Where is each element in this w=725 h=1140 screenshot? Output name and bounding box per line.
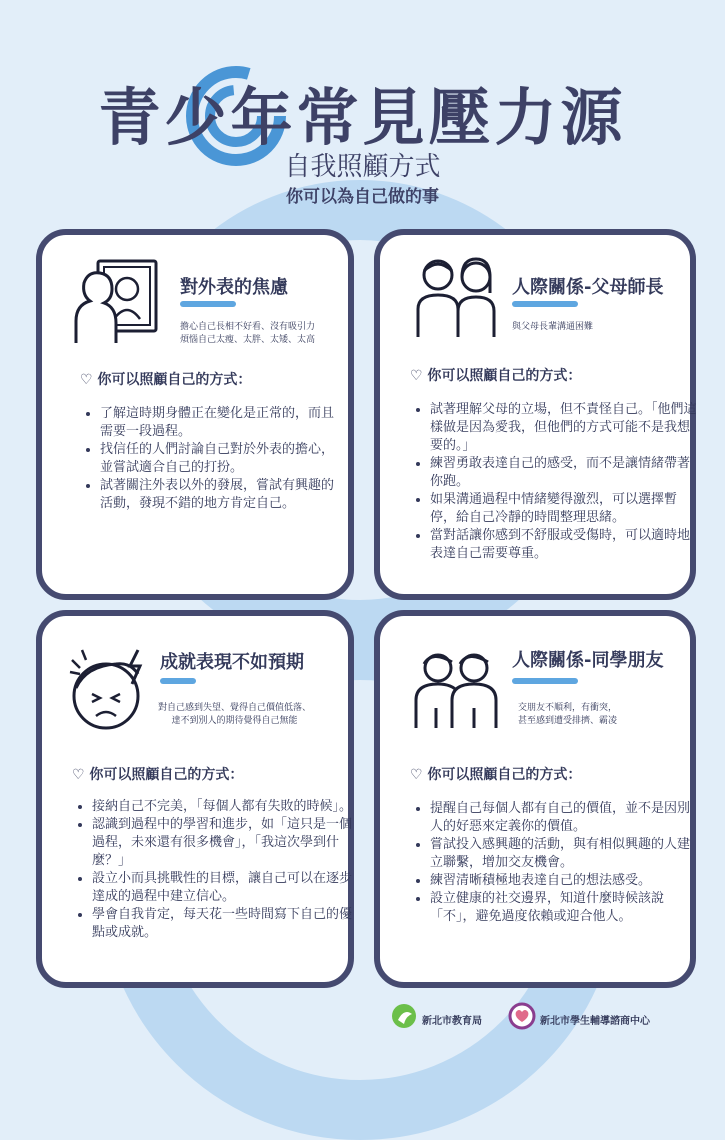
self-care-list — [72, 798, 354, 942]
education-bureau-logo-icon — [390, 1002, 418, 1030]
card-note: 對自己感到失望、覺得自己價值低落、 達不到別人的期待覺得自己無能 — [158, 703, 312, 726]
list-item: • 找信任的人們討論自己對於外表的擔心，並嘗試適合自己的打扮。 — [100, 441, 340, 477]
self-care-label: ♡ 你可以照顧自己的方式： — [72, 767, 244, 783]
counseling-center-logo-icon — [508, 1002, 536, 1030]
parents-icon — [414, 251, 504, 341]
list-item: • 練習清晰積極地表達自己的想法感受。 — [430, 872, 692, 890]
card-appearance-anxiety — [36, 229, 354, 600]
mirror-person-icon — [66, 257, 162, 347]
card-title: 對外表的焦慮 — [180, 277, 288, 298]
list-item: • 嘗試投入感興趣的活動，與有相似興趣的人建立聯繫，增加交友機會。 — [430, 836, 692, 872]
card-friends — [374, 610, 696, 988]
list-item: • 試著理解父母的立場，但不責怪自己。「他們這樣做是因為愛我，但他們的方式可能不是我想要的。」 — [430, 401, 702, 455]
page-tagline: 你可以為自己做的事 — [286, 187, 439, 207]
title-underline — [160, 678, 196, 684]
list-item: • 練習勇敢表達自己的感受，而不是讓情緒帶著你跑。 — [430, 455, 702, 491]
list-item: • 學會自我肯定，每天花一些時間寫下自己的優點或成就。 — [92, 906, 354, 942]
friends-icon — [412, 644, 502, 734]
list-item: • 設立小而具挑戰性的目標，讓自己可以在逐步達成的過程中建立信心。 — [92, 870, 354, 906]
self-care-label: ♡ 你可以照顧自己的方式： — [80, 372, 252, 388]
card-note: 交朋友不順利，有衝突， 甚至感到遭受排擠、霸凌 — [518, 703, 618, 726]
list-item: • 認識到過程中的學習和進步，如「這只是一個過程，未來還有很多機會」，「我這次學到什麼？」 — [92, 816, 354, 870]
list-item: • 如果溝通過程中情緒變得激烈，可以選擇暫停，給自己冷靜的時間整理思緒。 — [430, 491, 702, 527]
self-care-list — [410, 401, 702, 563]
title-underline — [512, 678, 578, 684]
title-underline — [180, 301, 236, 307]
card-parents-teachers — [374, 229, 696, 600]
title-underline — [512, 301, 578, 307]
page-subtitle: 自我照顧方式 — [284, 152, 441, 182]
self-care-list — [80, 405, 340, 513]
list-item: • 了解這時期身體正在變化是正常的，而且需要一段過程。 — [100, 405, 340, 441]
list-item: • 提醒自己每個人都有自己的價值，並不是因別人的好惡來定義你的價值。 — [430, 800, 692, 836]
card-note: 擔心自己長相不好看、沒有吸引力 煩惱自己太瘦、太胖、太矮、太高 — [180, 322, 316, 345]
list-item: • 試著關注外表以外的發展，嘗試有興趣的活動，發現不錯的地方肯定自己。 — [100, 477, 340, 513]
header — [0, 0, 725, 220]
card-title: 人際關係-父母師長 — [512, 277, 664, 298]
list-item: • 接納自己不完美，「每個人都有失敗的時候」。 — [92, 798, 354, 816]
card-achievement — [36, 610, 354, 988]
card-title: 人際關係-同學朋友 — [512, 650, 664, 671]
list-item: • 設立健康的社交邊界，知道什麼時候該說「不」，避免過度依賴或迎合他人。 — [430, 890, 692, 926]
page-title: 青少年常見壓力源 — [98, 81, 627, 154]
self-care-list — [410, 800, 692, 926]
self-care-label: ♡ 你可以照顧自己的方式： — [410, 767, 582, 783]
card-note: 與父母長輩溝通困難 — [512, 322, 594, 332]
list-item: • 當對話讓你感到不舒服或受傷時，可以適時地表達自己需要尊重。 — [430, 527, 702, 563]
card-title: 成就表現不如預期 — [160, 652, 304, 673]
self-care-label: ♡ 你可以照顧自己的方式： — [410, 368, 582, 384]
stressed-face-icon — [68, 644, 160, 734]
footer-org-counseling: 新北市學生輔導諮商中心 — [540, 1016, 650, 1027]
footer-org-education: 新北市教育局 — [422, 1016, 482, 1027]
